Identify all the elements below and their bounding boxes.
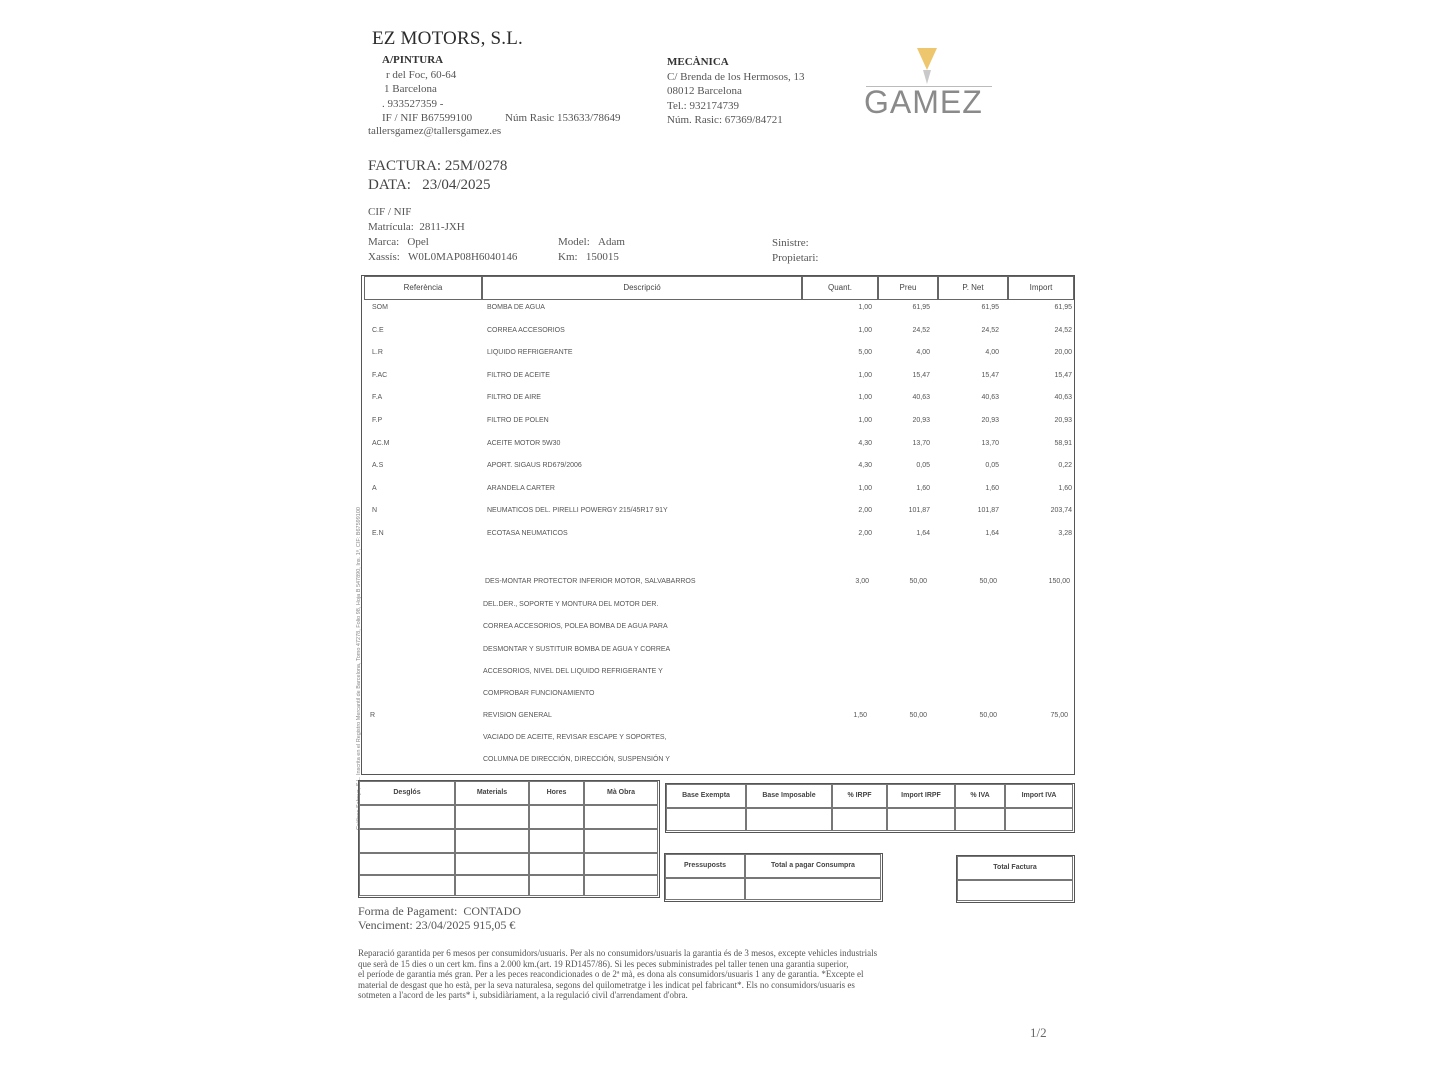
plate-label: Matrícula:	[368, 221, 414, 233]
grid-cell	[584, 875, 658, 896]
payment-info	[358, 904, 521, 932]
total-invoice-value	[957, 880, 1073, 901]
cell-price: 1,60	[916, 484, 930, 492]
cell-desc: NEUMATICOS DEL. PIRELLI POWERGY 215/45R17 91Y	[487, 507, 668, 515]
grid-cell	[529, 853, 584, 875]
cell-amount: 15,47	[1054, 371, 1072, 379]
left-city-line: 1 Barcelona	[384, 83, 437, 95]
grid-cell	[665, 878, 745, 900]
cell-price: 1,64	[916, 530, 930, 537]
table-row	[362, 507, 1076, 521]
cell-desc: FILTRO DE POLEN	[487, 417, 549, 424]
logo-text: GAMEZ	[864, 84, 983, 120]
hours-header: Hores	[529, 781, 584, 805]
cell-ref: C.E	[372, 326, 384, 334]
chassis-label: Xassís:	[368, 251, 400, 263]
header-reference: Referència	[364, 276, 482, 300]
cell-amount: 24,52	[1054, 326, 1072, 334]
right-section-title: MECÀNICA	[667, 56, 729, 68]
labor-qty: 1,50	[853, 712, 867, 719]
page-number: 1/2	[1030, 1025, 1047, 1040]
cell-price: 15,47	[912, 371, 930, 379]
grid-cell	[584, 805, 658, 829]
cell-ref: AC.M	[372, 439, 390, 447]
table-row	[362, 417, 1076, 431]
iva-percent-header: % IVA	[955, 784, 1005, 808]
company-name: EZ MOTORS, S.L.	[372, 28, 523, 49]
grid-cell	[955, 808, 1005, 831]
labor-desc-line: DESMONTAR Y SUSTITUIR BOMBA DE AGUA Y CORREA	[483, 646, 671, 653]
grid-cell	[529, 875, 584, 896]
km-label: Km:	[558, 251, 578, 263]
cif-label: CIF / NIF	[368, 206, 412, 218]
labor-price: 50,00	[909, 578, 927, 585]
km-value: 150015	[585, 251, 619, 263]
table-row	[362, 394, 1076, 408]
cell-ref: F.AC	[372, 371, 388, 379]
cell-qty: 1,00	[858, 371, 872, 379]
left-rasic: Núm Rasic 153633/78649	[505, 112, 621, 124]
labor-price: 50,00	[909, 712, 927, 719]
header-quantity: Quant.	[802, 276, 878, 300]
labor-amount: 75,00	[1050, 712, 1068, 719]
grid-cell	[1005, 808, 1073, 831]
grid-cell	[359, 805, 455, 829]
cell-desc: ACEITE MOTOR 5W30	[487, 439, 561, 447]
left-section-title: A/PINTURA	[382, 54, 444, 66]
invoice-date-label: DATA:	[368, 177, 411, 193]
table-row	[362, 372, 1076, 386]
consumption-table	[664, 853, 883, 902]
due-label: Venciment:	[358, 918, 413, 932]
cell-net: 15,47	[981, 371, 999, 379]
labor-desc-line: CORREA ACCESORIOS, POLEA BOMBA DE AGUA PARA	[483, 623, 668, 630]
breakdown-header: Desglós	[359, 781, 455, 805]
claim-owner-info	[772, 236, 818, 266]
cell-qty: 1,00	[858, 304, 872, 311]
labor-desc-line: DEL.DER., SOPORTE Y MONTURA DEL MOTOR DER.	[483, 601, 659, 608]
cell-net: 61,95	[981, 304, 999, 311]
vehicle-model-info	[558, 235, 625, 265]
cell-net: 101,87	[977, 507, 999, 515]
cell-qty: 4,30	[858, 439, 872, 447]
iva-amount-header: Import IVA	[1005, 784, 1073, 808]
table-row	[362, 485, 1076, 499]
cell-qty: 2,00	[858, 507, 872, 515]
labor-net: 50,00	[979, 578, 997, 585]
cell-net: 1,64	[985, 530, 999, 537]
chassis-value: W0L0MAP08H6040146	[408, 251, 518, 263]
legal-line: que serà de 15 dies o un cert km. fins a 2.000 km.(art. 19 RD1457/86). Si les peces subministrades pel taller tenen una garantia superior,	[358, 958, 849, 969]
brand-value: Opel	[407, 236, 429, 248]
plate-value: 2811-JXH	[419, 221, 465, 233]
company-email: tallersgamez@tallersgamez.es	[368, 125, 502, 137]
breakdown-table	[358, 780, 660, 898]
cell-qty: 4,30	[858, 462, 872, 470]
legal-line: sotmeten a l'acord de les parts* i, subsidiàriament, a la regulació civil d'arrendament d'obra.	[358, 990, 688, 1000]
labor-desc-line: ACCESORIOS, NIVEL DEL LIQUIDO REFRIGERANTE Y	[483, 668, 663, 675]
cell-ref: A.S	[372, 462, 384, 470]
labor-desc-line: COLUMNA DE DIRECCIÓN, DIRECCIÓN, SUSPENSIÓN Y	[483, 756, 670, 763]
items-table	[361, 275, 1075, 775]
left-nif-line: IF / NIF B67599100	[382, 112, 473, 124]
labor-qty: 3,00	[855, 578, 869, 585]
legal-line: Reparació garantida per 6 mesos per consumidors/usuaris. Per als no consumidors/usuaris la garantia és de 3 mesos, excepte vehicles industrials	[358, 948, 878, 958]
model-label: Model:	[558, 236, 590, 248]
cell-amount: 0,22	[1058, 462, 1072, 470]
cell-desc: FILTRO DE AIRE	[487, 394, 541, 402]
cell-amount: 61,95	[1054, 304, 1072, 311]
labor-net: 50,00	[979, 712, 997, 719]
brand-label: Marca:	[368, 236, 400, 248]
cell-qty: 1,00	[858, 394, 872, 402]
total-consumption-header: Total a pagar Consumpra	[745, 854, 881, 878]
grid-cell	[359, 875, 455, 896]
exempt-base-header: Base Exempta	[666, 784, 746, 808]
invoice-number: 25M/0278	[444, 158, 508, 174]
cell-desc: APORT. SIGAUS RD679/2006	[487, 462, 582, 470]
legal-line: material de desgast que ho està, per la seva naturalesa, segons del quilometratge i les indicat pel fabricant*. Els no consumidors/usuaris es	[358, 979, 855, 990]
right-phone-line: Tel.: 932174739	[667, 99, 739, 112]
grid-cell	[584, 853, 658, 875]
cell-price: 40,63	[912, 394, 930, 402]
irpf-percent-header: % IRPF	[832, 784, 887, 808]
right-city-line: 08012 Barcelona	[667, 85, 742, 97]
total-invoice-table	[956, 855, 1075, 903]
grid-cell	[455, 829, 529, 853]
cell-desc: FILTRO DE ACEITE	[487, 371, 550, 379]
cell-ref: SOM	[372, 304, 388, 311]
claim-label: Sinistre:	[772, 237, 809, 249]
cell-ref: L.R	[372, 349, 383, 357]
legal-text	[358, 948, 1018, 1001]
cell-net: 1,60	[985, 484, 999, 492]
table-row	[362, 530, 1076, 544]
grid-cell	[746, 808, 832, 831]
table-row	[362, 440, 1076, 454]
cell-net: 13,70	[981, 439, 999, 447]
budgets-header: Pressuposts	[665, 854, 745, 878]
header-amount: Import	[1008, 276, 1074, 300]
cell-desc: LIQUIDO REFRIGERANTE	[487, 349, 573, 357]
cell-amount: 58,91	[1054, 439, 1072, 447]
table-row	[362, 349, 1076, 363]
left-address-line: r del Foc, 60-64	[386, 68, 457, 81]
cell-qty: 1,00	[858, 484, 872, 492]
taxable-base-header: Base Imposable	[746, 784, 832, 808]
labor-row	[362, 712, 1076, 726]
cell-ref: F.A	[372, 394, 383, 402]
cell-amount: 3,28	[1058, 530, 1072, 537]
grid-cell	[832, 808, 887, 831]
labor-desc: REVISION GENERAL	[483, 712, 552, 719]
side-registry-note: Gráficos Saboya, S.L. Inscrita en el Registro Mercantil de Barcelona, Tomo 47278, Folio 98, Hoja B 547890, Ins. 1ª, CIF: B67599100	[356, 507, 362, 830]
payment-method: CONTADO	[463, 904, 522, 918]
owner-label: Propietari:	[772, 252, 819, 264]
labor-desc-line: VACIADO DE ACEITE, REVISAR ESCAPE Y SOPORTES,	[483, 734, 667, 741]
table-row	[362, 462, 1076, 476]
grid-cell	[359, 829, 455, 853]
labor-ref: R	[370, 712, 376, 719]
cell-price: 101,87	[908, 507, 930, 515]
cell-net: 0,05	[985, 462, 999, 470]
cell-qty: 1,00	[858, 417, 872, 424]
table-row	[362, 327, 1076, 341]
cell-price: 61,95	[912, 304, 930, 311]
legal-line: el període de garantia més gran. Per a les peces reacondicionades o de 2ª mà, es dona als consumidors/usuaris 1 any de garantia. *Excepte el	[358, 969, 864, 979]
grid-cell	[455, 805, 529, 829]
cell-net: 24,52	[981, 326, 999, 334]
labor-amount: 150,00	[1048, 578, 1070, 585]
cell-price: 20,93	[912, 417, 930, 424]
cell-price: 4,00	[916, 349, 930, 357]
labor-desc: DES-MONTAR PROTECTOR INFERIOR MOTOR, SALVABARROS	[485, 578, 696, 585]
cell-ref: A	[372, 484, 377, 492]
cell-ref: E.N	[372, 530, 384, 537]
due-value: 23/04/2025 915,05 €	[415, 918, 516, 932]
cell-desc: ARANDELA CARTER	[487, 484, 555, 492]
left-phone-line: . 933527359 -	[382, 97, 444, 110]
total-invoice-header: Total Factura	[957, 856, 1073, 880]
grid-cell	[455, 875, 529, 896]
irpf-amount-header: Import IRPF	[887, 784, 955, 808]
header-price: Preu	[878, 276, 938, 300]
cell-net: 4,00	[985, 349, 999, 357]
cell-amount: 20,00	[1054, 349, 1072, 357]
grid-cell	[455, 853, 529, 875]
grid-cell	[529, 829, 584, 853]
grid-cell	[529, 805, 584, 829]
grid-cell	[666, 808, 746, 831]
tax-table	[665, 783, 1075, 833]
cell-net: 40,63	[981, 394, 999, 402]
cell-desc: BOMBA DE AGUA	[487, 304, 545, 311]
cell-qty: 2,00	[858, 530, 872, 537]
table-row	[362, 304, 1076, 318]
cell-desc: CORREA ACCESORIOS	[487, 326, 565, 334]
right-address-line: C/ Brenda de los Hermosos, 13	[667, 70, 805, 83]
cell-qty: 1,00	[858, 326, 872, 334]
right-section	[667, 55, 804, 128]
cell-amount: 203,74	[1050, 507, 1072, 515]
grid-cell	[584, 829, 658, 853]
labor-row	[362, 578, 1076, 592]
model-value: Adam	[598, 236, 625, 248]
grid-cell	[745, 878, 881, 900]
cell-ref: N	[372, 507, 378, 515]
cell-amount: 1,60	[1058, 484, 1072, 492]
cell-amount: 20,93	[1054, 417, 1072, 424]
invoice-info	[368, 157, 507, 195]
cell-amount: 40,63	[1054, 394, 1072, 402]
header-net-price: P. Net	[938, 276, 1008, 300]
logo-emblem-icon	[905, 44, 949, 88]
right-rasic-line: Núm. Rasic: 67369/84721	[667, 114, 783, 126]
grid-cell	[359, 853, 455, 875]
cell-net: 20,93	[981, 417, 999, 424]
invoice-date: 23/04/2025	[422, 177, 491, 193]
left-section	[382, 53, 472, 126]
header-description: Descripció	[482, 276, 802, 300]
cell-ref: F.P	[372, 417, 383, 424]
vehicle-info	[368, 205, 517, 265]
labor-desc-line: COMPROBAR FUNCIONAMIENTO	[483, 690, 595, 697]
cell-price: 0,05	[916, 462, 930, 470]
materials-header: Materials	[455, 781, 529, 805]
grid-cell	[887, 808, 955, 831]
labor-header: Mà Obra	[584, 781, 658, 805]
cell-qty: 5,00	[858, 349, 872, 357]
payment-method-label: Forma de Pagament:	[358, 904, 458, 918]
invoice-number-label: FACTURA:	[368, 158, 442, 174]
cell-desc: ECOTASA NEUMATICOS	[487, 530, 568, 537]
cell-price: 13,70	[912, 439, 930, 447]
cell-price: 24,52	[912, 326, 930, 334]
